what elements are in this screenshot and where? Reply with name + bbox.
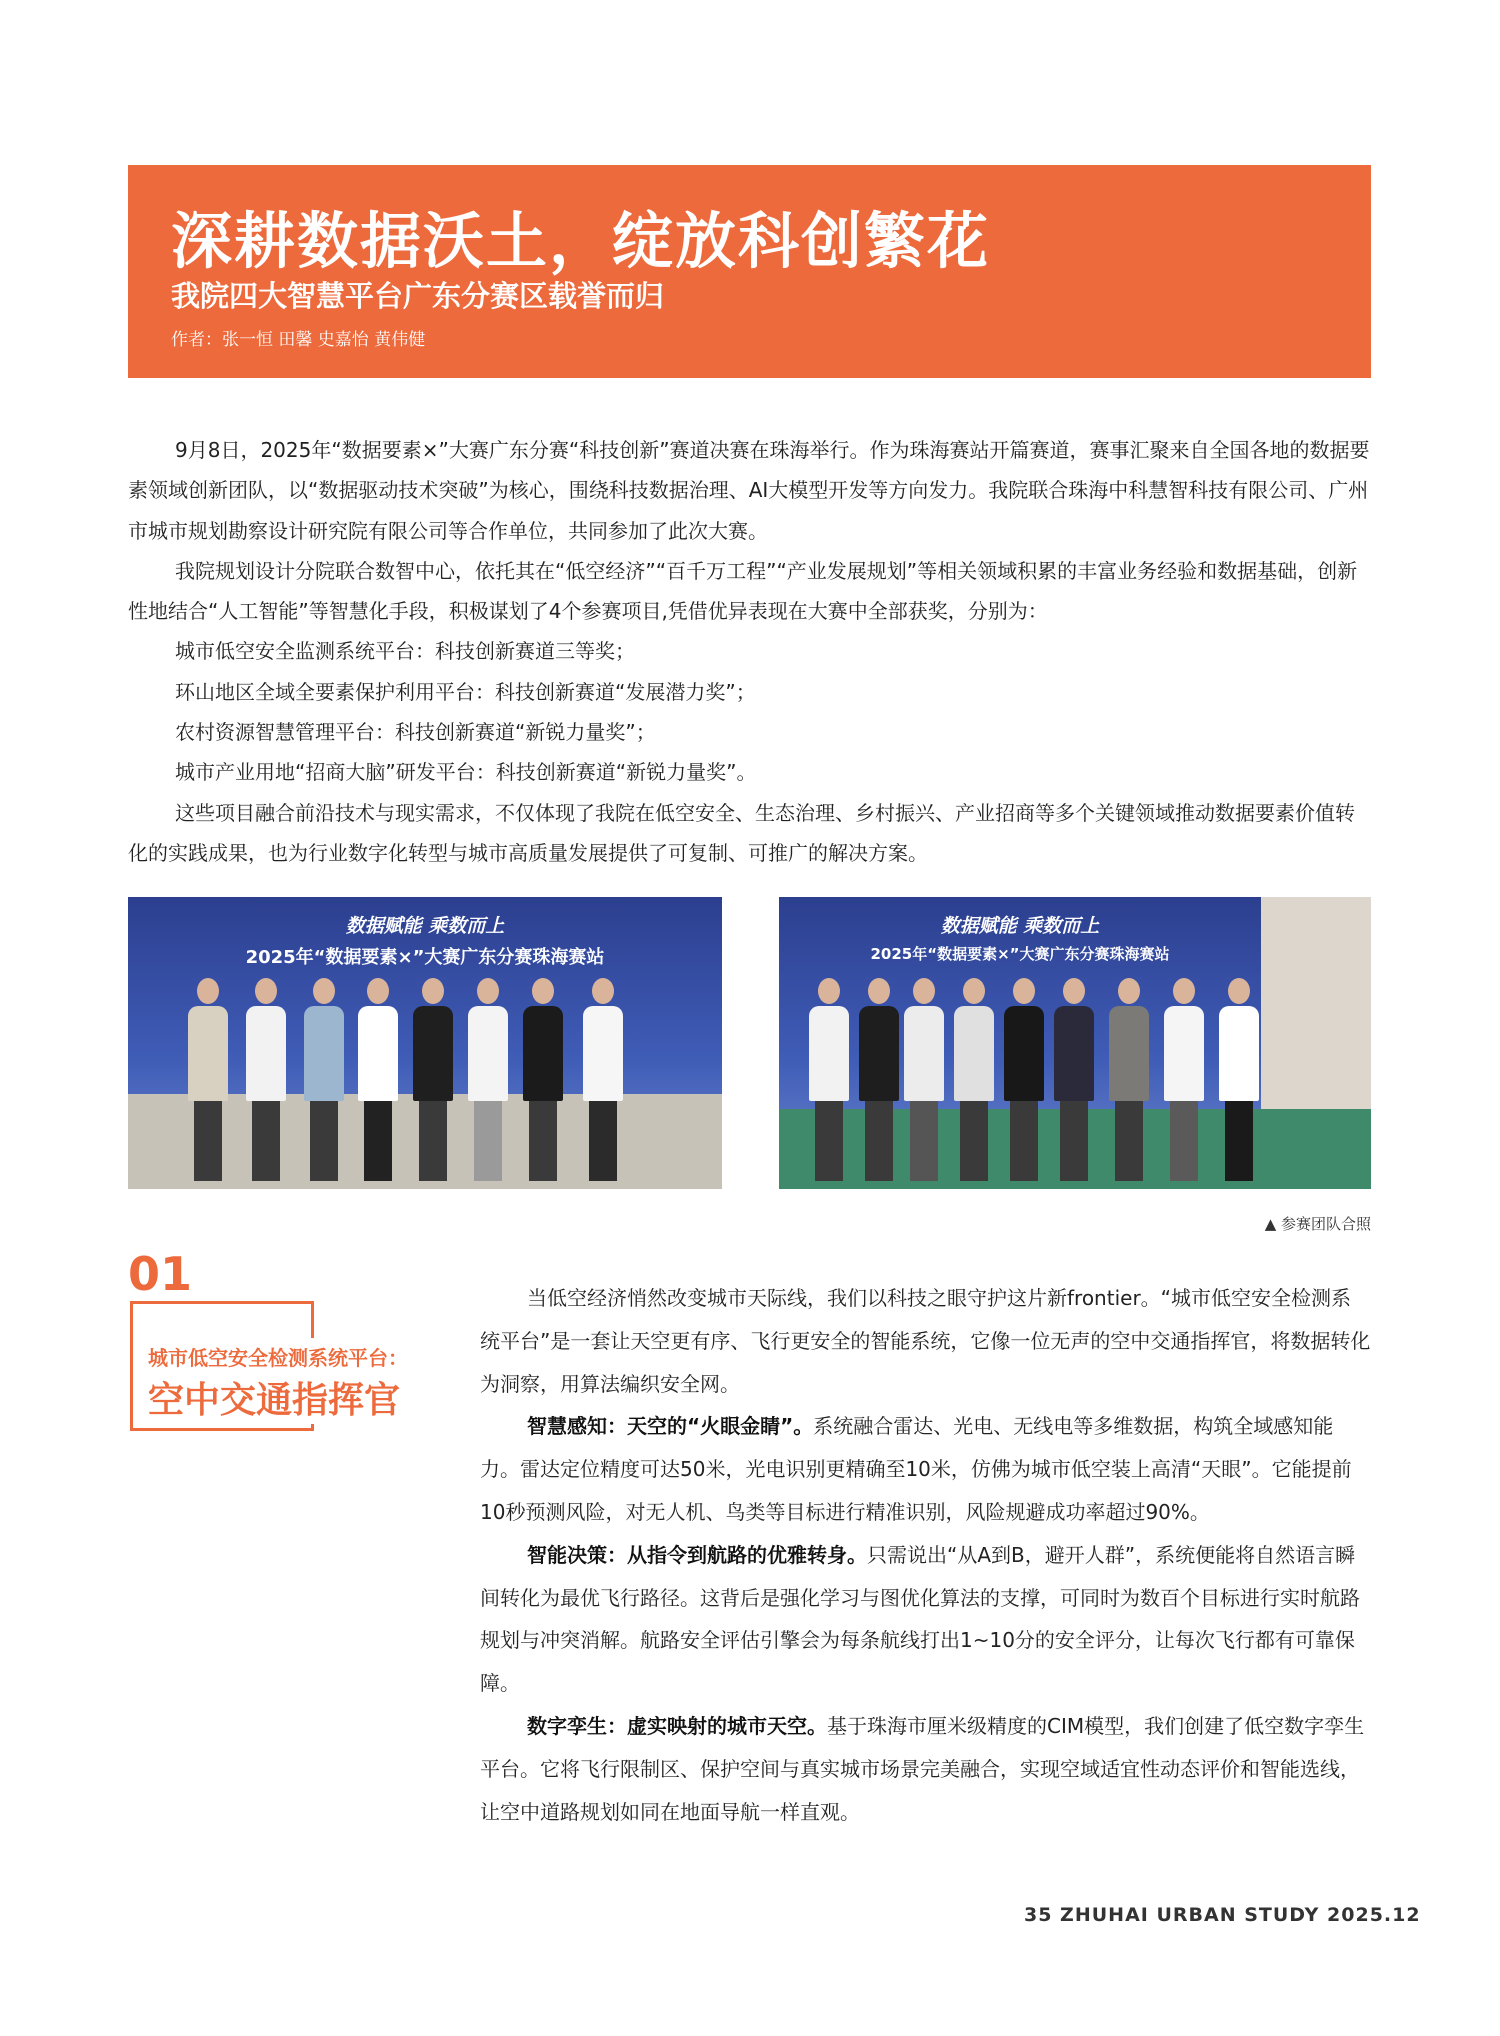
section-paragraph-4 [480, 1705, 1371, 1833]
section-body [480, 1277, 1371, 1833]
person-figure [246, 978, 286, 1181]
person-figure [809, 978, 849, 1181]
person-figure [859, 978, 899, 1181]
article-header [128, 165, 1371, 378]
backdrop-slogan: 数据赋能 乘数而上 [940, 915, 1100, 937]
section-title: 空中交通指挥官 [148, 1380, 401, 1421]
paragraph-lead: 数字孪生：虚实映射的城市天空。 [527, 1713, 827, 1738]
team-photo-right [779, 897, 1371, 1189]
person-figure [1109, 978, 1149, 1181]
backdrop-title: 2025年“数据要素×”大赛广东分赛珠海赛站 [245, 947, 605, 968]
award-item-3: 农村资源智慧管理平台：科技创新赛道“新锐力量奖”； [175, 720, 656, 745]
person-figure [358, 978, 398, 1181]
person-figure [1004, 978, 1044, 1181]
article-authors: 作者：张一恒 田馨 史嘉怡 黄伟健 [171, 330, 426, 350]
intro-paragraph-3: 这些项目融合前沿技术与现实需求，不仅体现了我院在低空安全、生态治理、乡村振兴、产业招商等多个关键领域推动数据要素价值转化的实践成果，也为行业数字化转型与城市高质量发展提供了可复制、可推广的解决方案。 [128, 800, 1355, 865]
section-paragraph-2 [480, 1405, 1371, 1533]
person-figure [468, 978, 508, 1181]
section-paragraph-3 [480, 1534, 1371, 1705]
person-figure [904, 978, 944, 1181]
award-item-2: 环山地区全域全要素保护利用平台：科技创新赛道“发展潜力奖”； [175, 679, 756, 704]
person-figure [1054, 978, 1094, 1181]
article-subtitle: 我院四大智慧平台广东分赛区载誉而归 [171, 279, 665, 313]
person-figure [1164, 978, 1204, 1181]
paragraph-text: 系统融合雷达、光电、无线电等多维数据，构筑全域感知能力。雷达定位精度可达50米，光电识别更精确至10米，仿佛为城市低空装上高清“天眼”。它能提前10秒预测风险，对无人机、鸟类等目标进行精准识别，风险规避成功率超过90%。 [480, 1414, 1352, 1524]
backdrop-title: 2025年“数据要素×”大赛广东分赛珠海赛站 [870, 945, 1170, 963]
person-figure [954, 978, 994, 1181]
team-photo-left [128, 897, 722, 1189]
page-footer: 35 ZHUHAI URBAN STUDY 2025.12 [1024, 1904, 1421, 1926]
person-figure [1219, 978, 1259, 1181]
section-label: 城市低空安全检测系统平台： [148, 1346, 408, 1370]
person-figure [413, 978, 453, 1181]
paragraph-text: 只需说出“从A到B，避开人群”，系统便能将自然语言瞬间转化为最优飞行路径。这背后是强化学习与图优化算法的支撑，可同时为数百个目标进行实时航路规划与冲突消解。航路安全评估引擎会为每条航线打出1~10分的安全评分，让每次飞行都有可靠保障。 [480, 1542, 1360, 1696]
person-figure [188, 978, 228, 1181]
backdrop-slogan: 数据赋能 乘数而上 [345, 915, 505, 937]
intro-paragraph-2: 我院规划设计分院联合数智中心，依托其在“低空经济”“百千万工程”“产业发展规划”等相关领域积累的丰富业务经验和数据基础，创新性地结合“人工智能”等智慧化手段，积极谋划了4个参赛项目,凭借优异表现在大赛中全部获奖，分别为： [128, 558, 1358, 624]
intro-body [128, 430, 1371, 873]
section-paragraph-1: 当低空经济悄然改变城市天际线，我们以科技之眼守护这片新frontier。“城市低空安全检测系统平台”是一套让天空更有序、飞行更安全的智能系统，它像一位无声的空中交通指挥官，将数据转化为洞察，用算法编织安全网。 [480, 1286, 1371, 1396]
paragraph-lead: 智慧感知：天空的“火眼金睛”。 [527, 1414, 814, 1439]
article-title: 深耕数据沃土，绽放科创繁花 [171, 206, 991, 277]
paragraph-text: 基于珠海市厘米级精度的CIM模型，我们创建了低空数字孪生平台。它将飞行限制区、保护空间与真实城市场景完美融合，实现空域适宜性动态评价和智能选线，让空中道路规划如同在地面导航一样直观。 [480, 1713, 1365, 1824]
award-item-1: 城市低空安全监测系统平台：科技创新赛道三等奖； [175, 639, 635, 664]
award-item-4: 城市产业用地“招商大脑”研发平台：科技创新赛道“新锐力量奖”。 [175, 760, 757, 785]
section-number: 01 [128, 1247, 193, 1301]
paragraph-lead: 智能决策：从指令到航路的优雅转身。 [527, 1542, 867, 1567]
photo-caption: ▲ 参赛团队合照 [1264, 1215, 1371, 1233]
person-figure [304, 978, 344, 1181]
person-figure [523, 978, 563, 1181]
intro-paragraph-1: 9月8日，2025年“数据要素×”大赛广东分赛“科技创新”赛道决赛在珠海举行。作为珠海赛站开篇赛道，赛事汇聚来自全国各地的数据要素领域创新团队，以“数据驱动技术突破”为核心，围绕科技数据治理、AI大模型开发等方向发力。我院联合珠海中科慧智科技有限公司、广州市城市规划勘察设计研究院有限公司等合作单位，共同参加了此次大赛。 [128, 438, 1370, 543]
person-figure [583, 978, 623, 1181]
